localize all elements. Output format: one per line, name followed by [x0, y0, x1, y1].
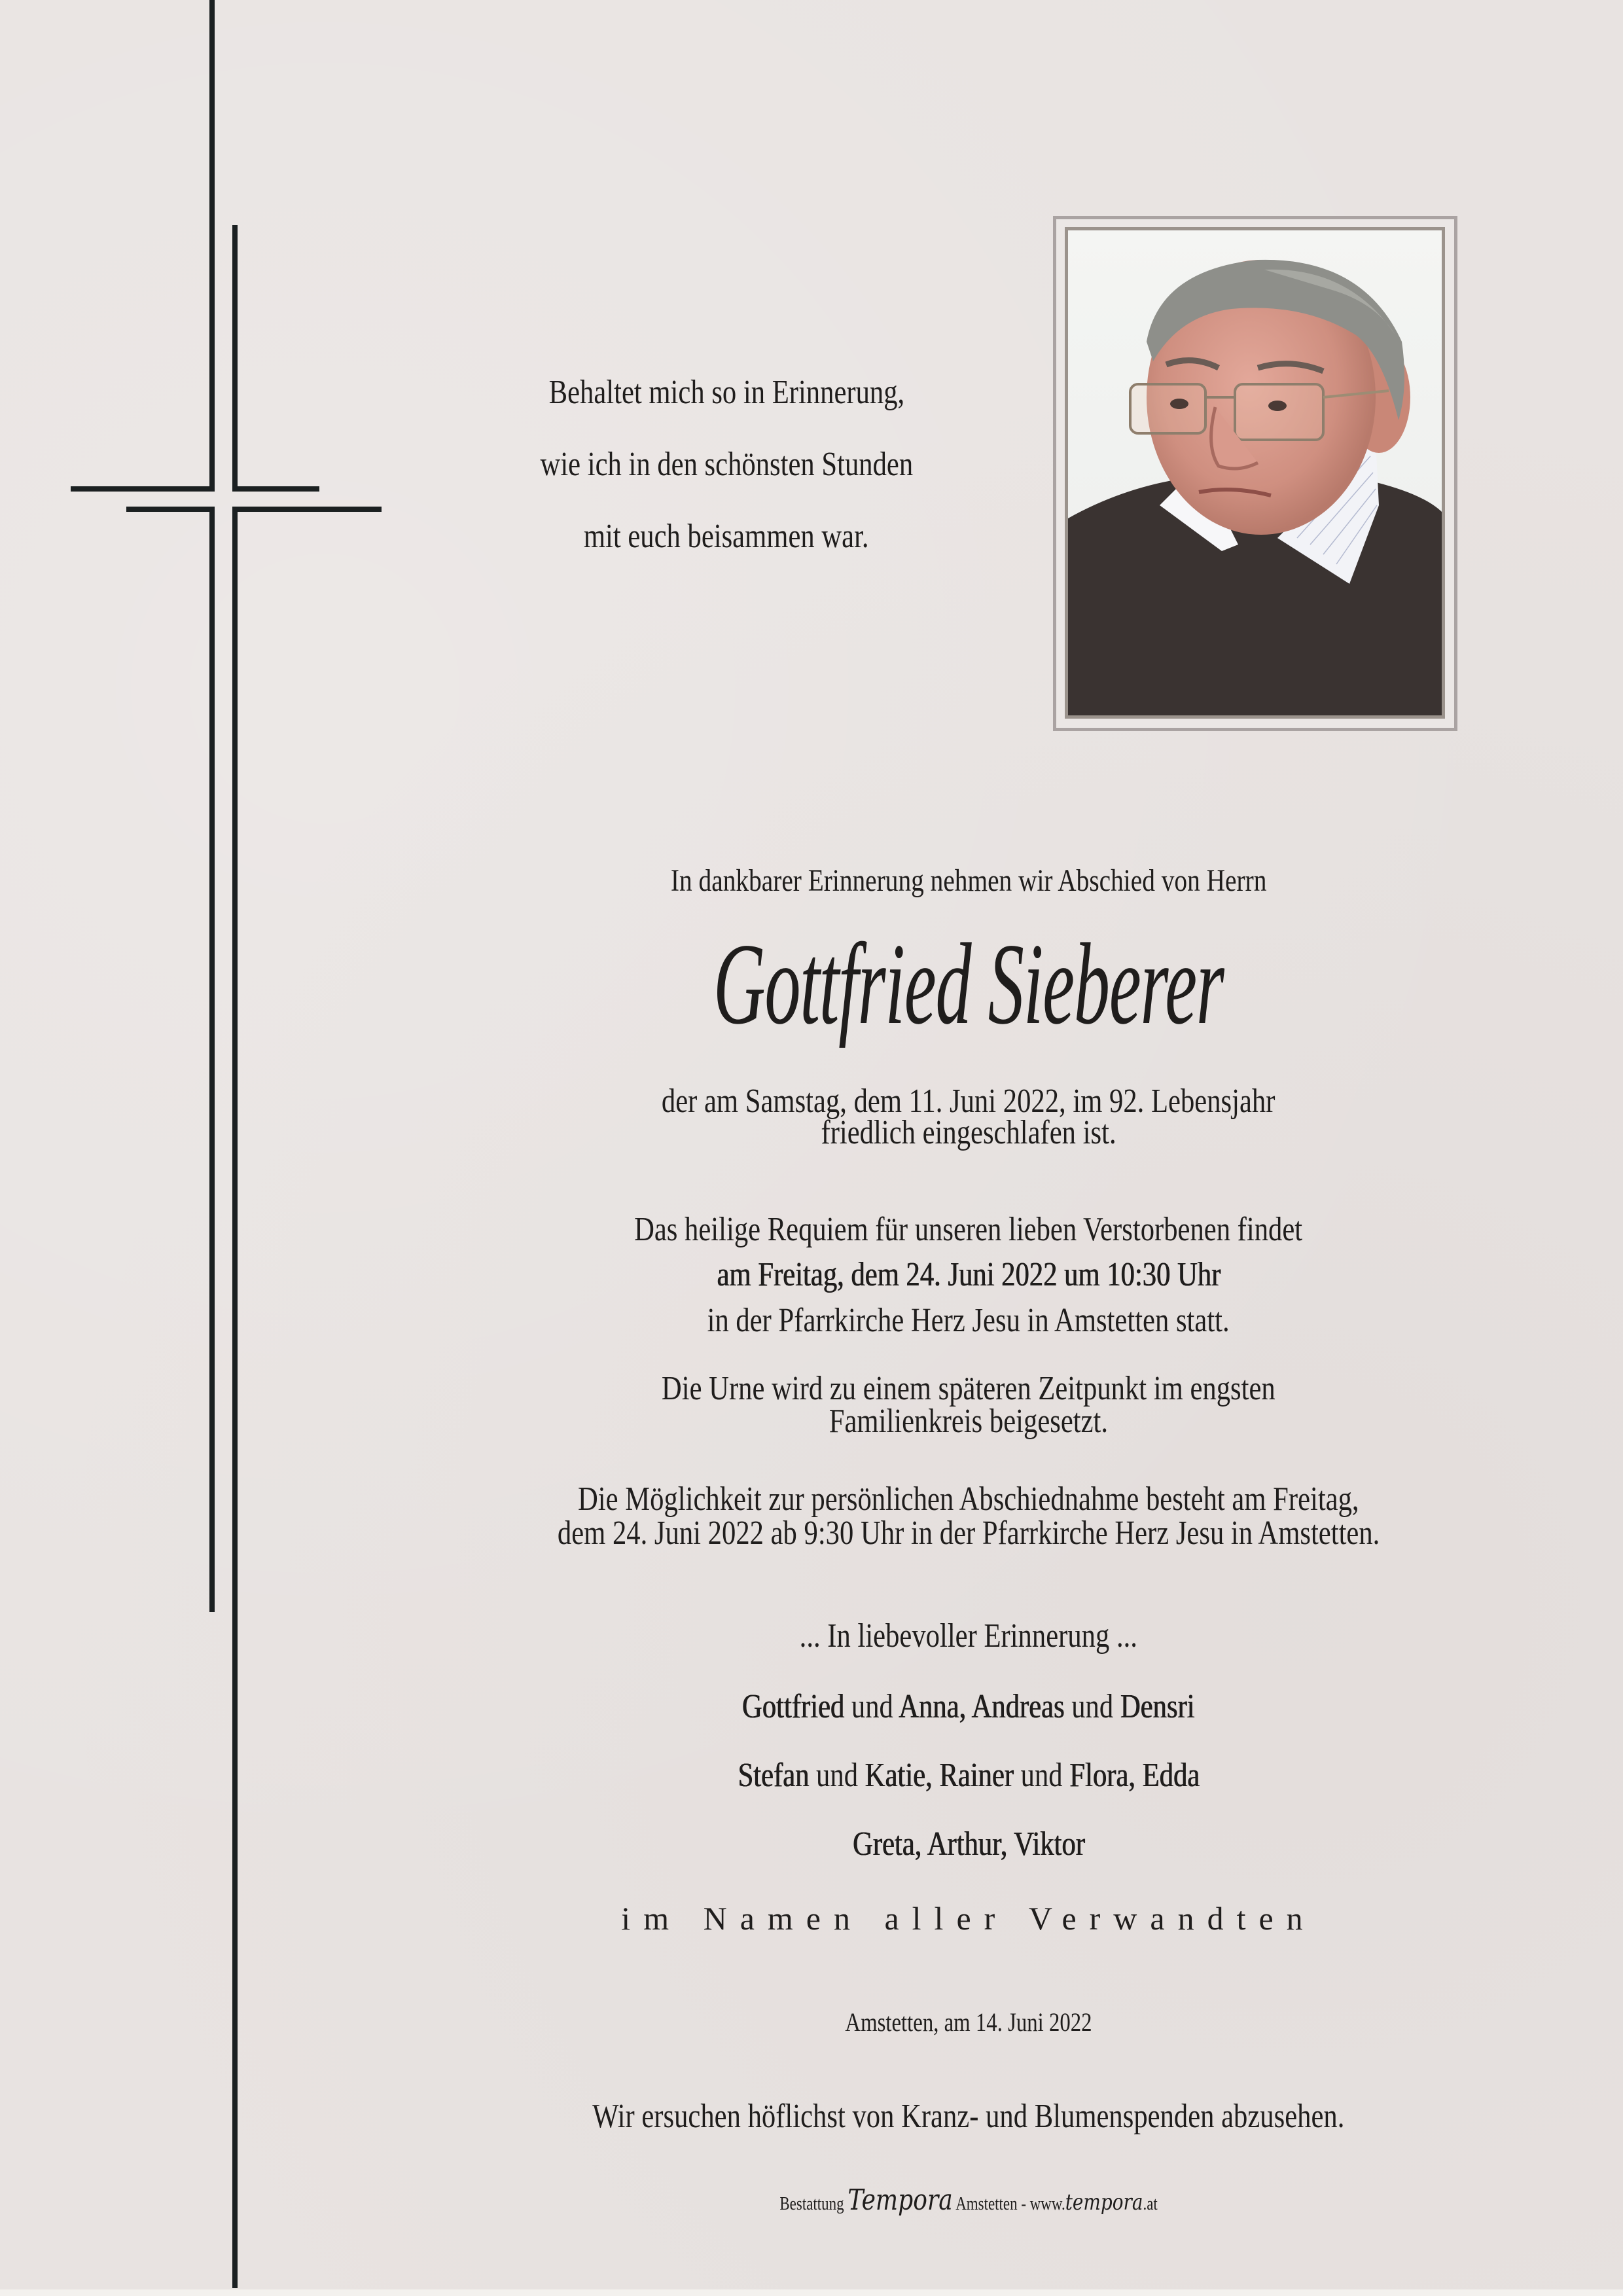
death-text: der am Samstag, dem 11. Juni 2022, im 92. Lebensjahr [662, 1083, 1275, 1120]
deceased-name: Gottfried Sieberer [713, 919, 1224, 1049]
urn-text: Die Urne wird zu einem späteren Zeitpunkt im engsten [662, 1370, 1275, 1407]
cross-line [232, 507, 238, 2288]
cross-line [126, 507, 215, 512]
mourner-name: Gottfried [742, 1688, 845, 1725]
conjunction: und [1013, 1757, 1069, 1794]
portrait-photo [1065, 227, 1445, 719]
cross-line [209, 0, 215, 492]
cross-line [71, 486, 215, 492]
mourners-line [458, 1825, 1479, 1863]
conjunction: und [1064, 1688, 1121, 1725]
mourner-name: Katie, Rainer [865, 1757, 1014, 1794]
cross-line [232, 486, 319, 492]
footer-text: Amstetten - www. [955, 2194, 1065, 2214]
bottom-edge [0, 2289, 1623, 2296]
motto-line: mit euch beisammen war. [584, 518, 869, 555]
mourner-name: Densri [1120, 1688, 1195, 1725]
motto-line: Behaltet mich so in Erinnerung, [548, 374, 904, 411]
mourners-line [458, 1687, 1479, 1726]
farewell-text: dem 24. Juni 2022 ab 9:30 Uhr in der Pfarrkirche Herz Jesu in Amstetten. [557, 1515, 1380, 1552]
farewell-text: Die Möglichkeit zur persönlichen Abschiednahme besteht am Freitag, [578, 1480, 1359, 1518]
mourners-heading: ... In liebevoller Erinnerung ... [799, 1617, 1138, 1655]
mourner-name: Flora, Edda [1069, 1757, 1200, 1794]
urn-text: Familienkreis beigesetzt. [829, 1403, 1109, 1440]
place-date: Amstetten, am 14. Juni 2022 [845, 2007, 1092, 2037]
footer-prefix: Bestattung [779, 2194, 844, 2214]
requiem-text: Das heilige Requiem für unseren lieben Verstorbenen findet [634, 1211, 1303, 1248]
requiem-datetime: am Freitag, dem 24. Juni 2022 um 10:30 Uhr [717, 1256, 1221, 1293]
mourners-closing: im Namen aller Verwandten [621, 1900, 1316, 1937]
cross-line [209, 507, 215, 1612]
website-link[interactable]: tempora [1065, 2189, 1143, 2215]
death-text: friedlich eingeschlafen ist. [821, 1114, 1116, 1151]
motto-line: wie ich in den schönsten Stunden [540, 446, 913, 483]
requiem-location: in der Pfarrkirche Herz Jesu in Amstetten statt. [707, 1302, 1230, 1339]
mourner-name: Stefan [738, 1757, 810, 1794]
mourner-name: Greta, Arthur, Viktor [852, 1825, 1085, 1863]
cross-line [232, 225, 238, 492]
cross-line [232, 507, 382, 512]
intro-text: In dankbarer Erinnerung nehmen wir Abschied von Herrn [670, 863, 1267, 898]
conjunction: und [809, 1757, 865, 1794]
funeral-home-footer [458, 2183, 1479, 2217]
website-suffix: .at [1143, 2194, 1158, 2214]
conjunction: und [844, 1688, 899, 1725]
mourners-line [458, 1756, 1479, 1795]
mourner-name: Anna, Andreas [899, 1688, 1065, 1725]
portrait-image [1068, 230, 1442, 715]
flower-request: Wir ersuchen höflichst von Kranz- und Blumenspenden abzusehen. [592, 2098, 1345, 2135]
funeral-home-logo: Tempora [847, 2183, 953, 2217]
